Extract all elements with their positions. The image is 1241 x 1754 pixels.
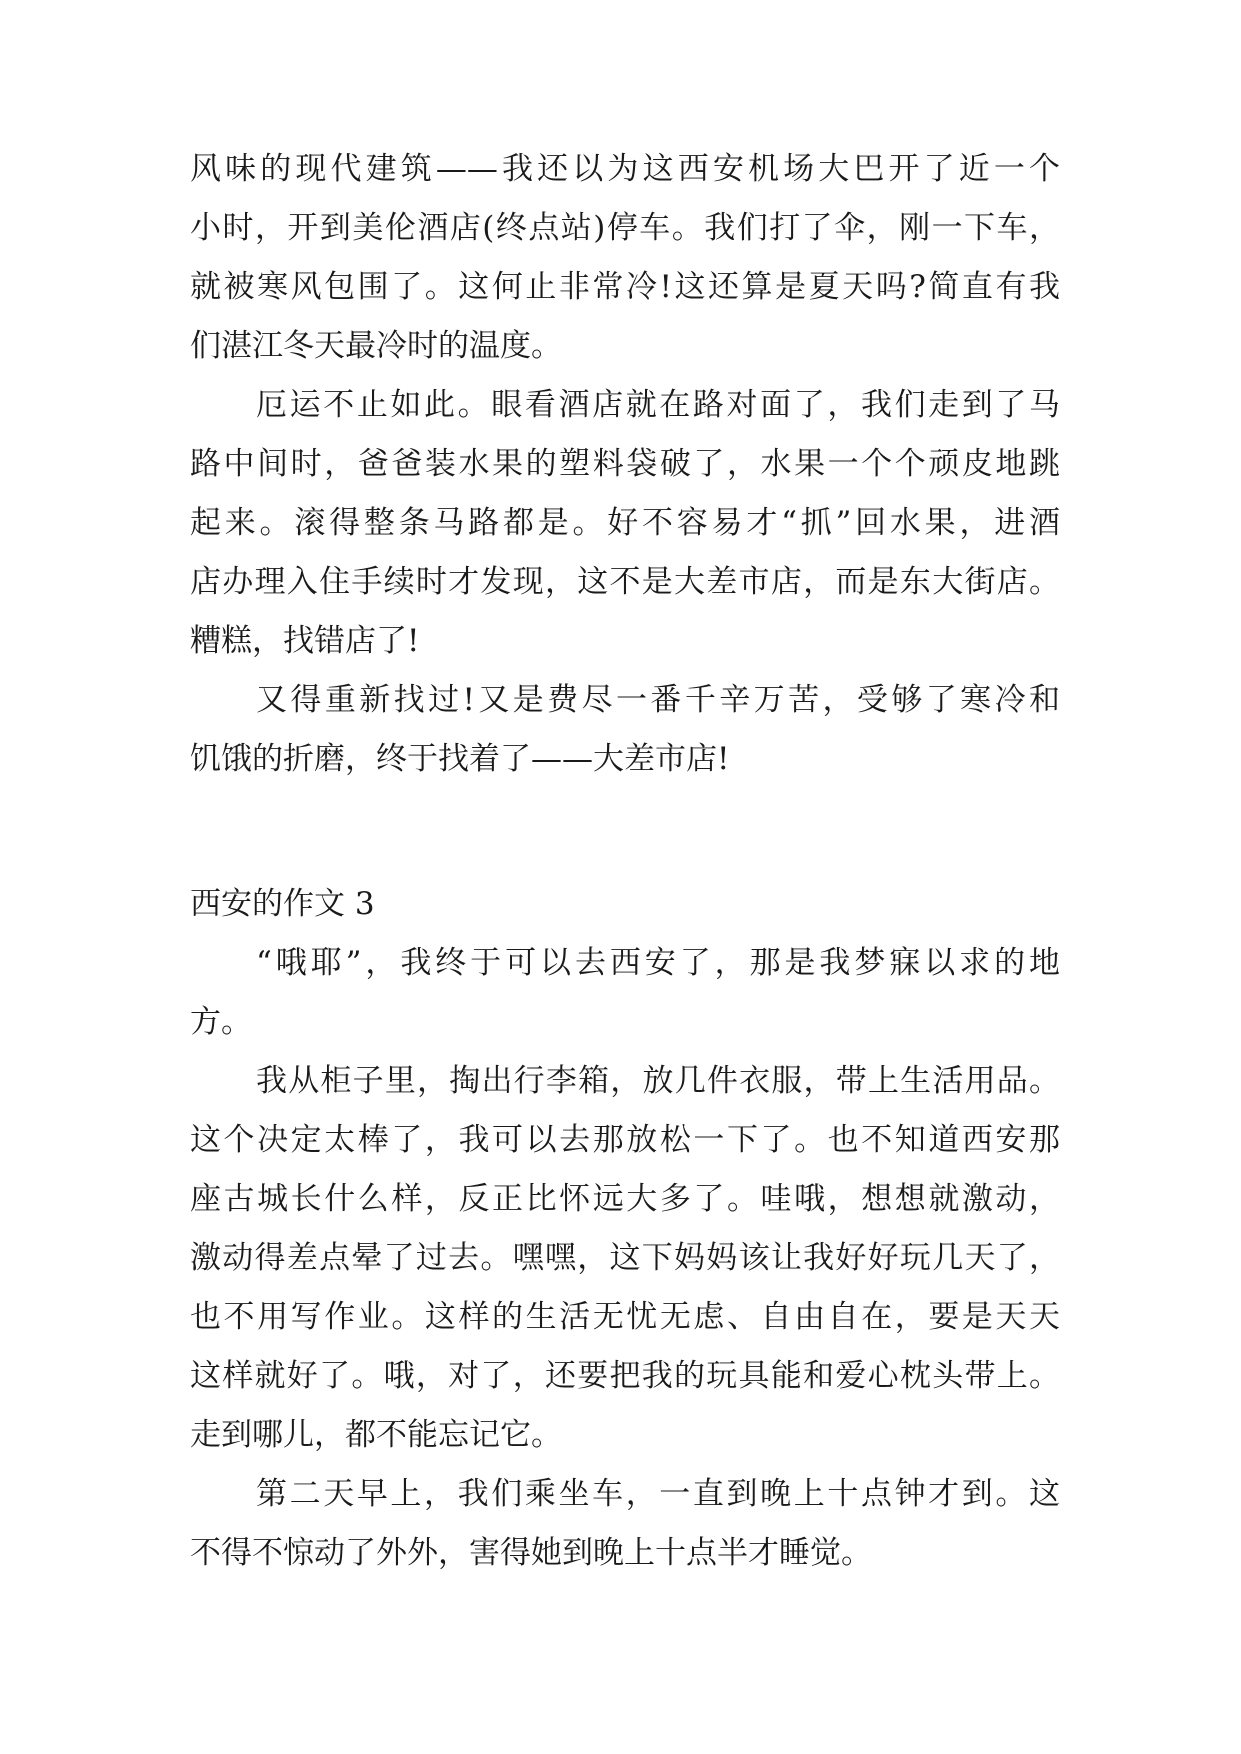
text-line: 起来。滚得整条马路都是。好不容易才“抓”回水果，进酒: [190, 505, 1060, 541]
text-line: 路中间时，爸爸装水果的塑料袋破了，水果一个个顽皮地跳: [190, 446, 1060, 482]
document-page: [190, 140, 1060, 1583]
text-line: 也不用写作业。这样的生活无忧无虑、自由自在，要是天天: [190, 1299, 1060, 1335]
text-line: 我从柜子里，掏出行李箱，放几件衣服，带上生活用品。: [256, 1063, 1060, 1099]
paragraph: [190, 934, 1060, 1052]
text-line: 方。: [190, 1004, 252, 1040]
text-line: 小时，开到美伦酒店(终点站)停车。我们打了伞，刚一下车，: [190, 210, 1060, 246]
section-spacer: [190, 789, 1060, 875]
text-line: 风味的现代建筑——我还以为这西安机场大巴开了近一个: [190, 151, 1060, 187]
text-line: 们湛江冬天最冷时的温度。: [190, 328, 562, 364]
text-line: 厄运不止如此。眼看酒店就在路对面了，我们走到了马: [256, 387, 1060, 423]
text-line: 第二天早上，我们乘坐车，一直到晚上十点钟才到。这: [256, 1476, 1060, 1512]
text-line: 不得不惊动了外外，害得她到晚上十点半才睡觉。: [190, 1535, 872, 1571]
text-line: 又得重新找过!又是费尽一番千辛万苦，受够了寒冷和: [256, 682, 1060, 718]
text-line: 饥饿的折磨，终于找着了——大差市店!: [190, 741, 730, 777]
text-line: 糟糕，找错店了!: [190, 623, 420, 659]
section-heading: 西安的作文 3: [190, 886, 375, 922]
text-line: 店办理入住手续时才发现，这不是大差市店，而是东大街店。: [190, 564, 1060, 600]
paragraph: [190, 1052, 1060, 1465]
paragraph: [190, 376, 1060, 671]
paragraph: [190, 1465, 1060, 1583]
text-line: 这个决定太棒了，我可以去那放松一下了。也不知道西安那: [190, 1122, 1060, 1158]
text-line: 激动得差点晕了过去。嘿嘿，这下妈妈该让我好好玩几天了，: [190, 1240, 1060, 1276]
text-line: 这样就好了。哦，对了，还要把我的玩具能和爱心枕头带上。: [190, 1358, 1060, 1394]
paragraph: [190, 671, 1060, 789]
paragraph: [190, 140, 1060, 376]
text-line: 走到哪儿，都不能忘记它。: [190, 1417, 562, 1453]
text-line: “哦耶”，我终于可以去西安了，那是我梦寐以求的地: [256, 945, 1060, 981]
text-line: 就被寒风包围了。这何止非常冷!这还算是夏天吗?简直有我: [190, 269, 1060, 305]
text-line: 座古城长什么样，反正比怀远大多了。哇哦，想想就激动，: [190, 1181, 1060, 1217]
